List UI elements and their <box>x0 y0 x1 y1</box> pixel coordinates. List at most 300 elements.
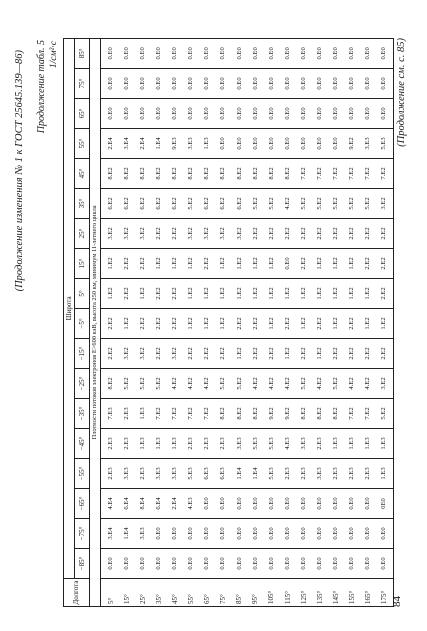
flux-value-cell: 0.E0 <box>167 69 183 99</box>
flux-value-cell: 4.E2 <box>344 369 360 399</box>
flux-value-cell: 6.E3 <box>216 459 232 489</box>
flux-value-cell: 0.E0 <box>377 99 394 129</box>
flux-value-cell: 5.E2 <box>328 189 344 219</box>
flux-value-cell: 1.E2 <box>296 309 312 339</box>
latitude-header-cell: −5° <box>75 309 90 339</box>
flux-value-cell: 2.E4 <box>167 489 183 519</box>
flux-value-cell: 2.E2 <box>312 309 328 339</box>
flux-value-cell: 1.E2 <box>200 309 216 339</box>
flux-value-cell: 0.E0 <box>248 99 264 129</box>
flux-value-cell: 3.E2 <box>135 339 151 369</box>
flux-value-cell: 0.E0 <box>151 519 167 549</box>
flux-value-cell: 1.E2 <box>264 309 280 339</box>
latitude-header-cell: −25° <box>75 369 90 399</box>
table-row <box>264 38 280 606</box>
flux-value-cell: 0.E0 <box>248 69 264 99</box>
flux-value-cell: 4.E4 <box>101 489 120 519</box>
flux-value-cell: 0.E0 <box>312 549 328 579</box>
flux-value-cell: 0.E0 <box>248 129 264 159</box>
flux-value-cell: 0.E0 <box>167 99 183 129</box>
flux-value-cell: 1.E3 <box>328 429 344 459</box>
flux-value-cell: 3.E3 <box>361 129 377 159</box>
latitude-header-cell: 65° <box>75 99 90 129</box>
flux-value-cell: 2.E2 <box>344 219 360 249</box>
flux-value-cell: 0.E0 <box>232 549 248 579</box>
flux-value-cell: 0.E0 <box>328 129 344 159</box>
flux-value-cell: 2.E2 <box>248 219 264 249</box>
flux-value-cell: 2.E2 <box>377 219 394 249</box>
flux-value-cell: 0.E0 <box>216 38 232 68</box>
flux-value-cell: 3.E2 <box>135 219 151 249</box>
flux-value-cell: 0.E0 <box>280 489 296 519</box>
flux-value-cell: 8.E2 <box>135 159 151 189</box>
flux-value-cell: 3.E3 <box>232 429 248 459</box>
flux-value-cell: 5.E2 <box>135 369 151 399</box>
flux-value-cell: 0.E0 <box>280 519 296 549</box>
flux-value-cell: 1.E2 <box>264 279 280 309</box>
flux-value-cell: 0.E0 <box>200 519 216 549</box>
flux-value-cell: 1.E4 <box>119 519 135 549</box>
flux-value-cell: 0.E0 <box>328 489 344 519</box>
flux-value-cell: 7.E2 <box>312 159 328 189</box>
flux-value-cell: 0.E0 <box>183 549 199 579</box>
longitude-cell: 175° <box>377 579 394 607</box>
flux-value-cell: 9.E2 <box>264 399 280 429</box>
flux-value-cell: 8.E2 <box>216 159 232 189</box>
flux-value-cell: 7.E2 <box>167 399 183 429</box>
longitude-cell: 55° <box>183 579 199 607</box>
flux-value-cell: 0.E0 <box>280 249 296 279</box>
flux-value-cell: 6.E2 <box>135 189 151 219</box>
flux-value-cell: 5.E2 <box>377 399 394 429</box>
flux-value-cell: 8.E2 <box>167 159 183 189</box>
flux-value-cell: 0.E0 <box>248 489 264 519</box>
flux-value-cell: 7.E2 <box>296 159 312 189</box>
flux-value-cell: 6.E3 <box>200 459 216 489</box>
flux-value-cell: 7.E2 <box>361 159 377 189</box>
flux-value-cell: 0.E0 <box>119 69 135 99</box>
flux-value-cell: 3.E2 <box>200 219 216 249</box>
latitude-header-cell: 85° <box>75 38 90 68</box>
flux-density-table <box>63 38 394 607</box>
flux-value-cell: 7.E2 <box>344 399 360 429</box>
longitude-cell: 105° <box>264 579 280 607</box>
flux-value-cell: 0.E0 <box>151 549 167 579</box>
flux-value-cell: 2.E2 <box>328 219 344 249</box>
flux-value-cell: 1.E3 <box>151 429 167 459</box>
flux-value-cell: 0.E0 <box>264 519 280 549</box>
longitude-cell: 135° <box>312 579 328 607</box>
flux-value-cell: 8.E2 <box>101 369 120 399</box>
flux-value-cell: 2.E4 <box>135 129 151 159</box>
flux-value-cell: 2.E2 <box>151 339 167 369</box>
flux-value-cell: 2.E2 <box>264 219 280 249</box>
table-row <box>328 38 344 606</box>
flux-value-cell: 1.E2 <box>312 279 328 309</box>
flux-value-cell: 5.E3 <box>183 459 199 489</box>
page-number: 84 <box>391 596 403 607</box>
flux-value-cell: 3.E2 <box>377 369 394 399</box>
flux-value-cell: 2.E2 <box>361 219 377 249</box>
flux-value-cell: 1.E2 <box>216 309 232 339</box>
flux-value-cell: 1.E2 <box>167 249 183 279</box>
flux-value-cell: 2.E2 <box>101 339 120 369</box>
flux-value-cell: 1.E2 <box>232 279 248 309</box>
table-row <box>232 38 248 606</box>
flux-value-cell: 0.E0 <box>200 549 216 579</box>
flux-value-cell: 1.E2 <box>183 309 199 339</box>
flux-value-cell: 3.E2 <box>183 219 199 249</box>
flux-value-cell: 0.E0 <box>312 99 328 129</box>
flux-value-cell: 0.E0 <box>312 489 328 519</box>
flux-value-cell: 0.E0 <box>232 99 248 129</box>
flux-value-cell: 2.E2 <box>377 249 394 279</box>
flux-value-cell: 3.E2 <box>119 339 135 369</box>
flux-value-cell: 2.E2 <box>328 339 344 369</box>
flux-value-cell: 0.E0 <box>216 549 232 579</box>
flux-value-cell: 0.E0 <box>135 549 151 579</box>
flux-value-cell: 1.E2 <box>232 339 248 369</box>
flux-value-cell: 4.E2 <box>200 369 216 399</box>
flux-value-cell: 9.E2 <box>344 129 360 159</box>
longitude-cell: 165° <box>361 579 377 607</box>
flux-value-cell: 0.E0 <box>101 69 120 99</box>
flux-value-cell: 1.E3 <box>377 429 394 459</box>
flux-value-cell: 2.E3 <box>119 399 135 429</box>
flux-value-cell: 2.E2 <box>344 339 360 369</box>
flux-value-cell: 0.E0 <box>312 519 328 549</box>
flux-value-cell: 0.E0 <box>361 519 377 549</box>
flux-value-cell: 3.E2 <box>119 219 135 249</box>
flux-value-cell: 5.E2 <box>183 189 199 219</box>
flux-value-cell: 0.E0 <box>200 38 216 68</box>
longitude-cell: 45° <box>167 579 183 607</box>
flux-value-cell: 0.E0 <box>344 99 360 129</box>
flux-value-cell: 2.E2 <box>183 339 199 369</box>
flux-value-cell: 1.E2 <box>328 279 344 309</box>
longitude-header: Долгота <box>64 579 90 607</box>
flux-value-cell: 6.E4 <box>119 489 135 519</box>
flux-value-cell: 0.E0 <box>296 519 312 549</box>
flux-value-cell: 0E0 <box>377 489 394 519</box>
flux-value-cell: 1.E2 <box>183 249 199 279</box>
flux-value-cell: 0.E0 <box>216 519 232 549</box>
table-row <box>119 38 135 606</box>
flux-value-cell: 3.E3 <box>312 459 328 489</box>
flux-value-cell: 9.E3 <box>167 129 183 159</box>
latitude-header-cell: 75° <box>75 69 90 99</box>
flux-value-cell: 2.E3 <box>101 429 120 459</box>
flux-value-cell: 1.E2 <box>344 249 360 279</box>
flux-value-cell: 5.E2 <box>296 369 312 399</box>
flux-value-cell: 2.E2 <box>151 309 167 339</box>
table-row <box>216 38 232 606</box>
flux-value-cell: 5.E2 <box>119 369 135 399</box>
flux-value-cell: 2.E3 <box>280 459 296 489</box>
flux-value-cell: 0.E0 <box>151 69 167 99</box>
flux-value-cell: 8.E2 <box>119 159 135 189</box>
latitude-header-cell: 45° <box>75 159 90 189</box>
flux-value-cell: 0.E0 <box>344 549 360 579</box>
table-row <box>200 38 216 606</box>
flux-value-cell: 0.E0 <box>232 38 248 68</box>
flux-value-cell: 5.E2 <box>328 369 344 399</box>
flux-value-cell: 5.E2 <box>232 369 248 399</box>
flux-value-cell: 3.E3 <box>119 459 135 489</box>
flux-value-cell: 1.E2 <box>361 309 377 339</box>
flux-value-cell: 0.E0 <box>232 69 248 99</box>
flux-value-cell: 3.E2 <box>101 219 120 249</box>
latitude-group-header: Широта <box>64 38 75 578</box>
flux-value-cell: 4.E2 <box>312 369 328 399</box>
flux-value-cell: 4.E2 <box>183 369 199 399</box>
flux-value-cell: 8.E2 <box>296 399 312 429</box>
latitude-header-cell: 15° <box>75 249 90 279</box>
flux-value-cell: 4.E2 <box>280 369 296 399</box>
longitude-cell: 25° <box>135 579 151 607</box>
table-row <box>151 38 167 606</box>
flux-value-cell: 0.E0 <box>296 69 312 99</box>
flux-value-cell: 2.E3 <box>119 429 135 459</box>
longitude-cell: 155° <box>344 579 360 607</box>
flux-value-cell: 0.E0 <box>361 489 377 519</box>
latitude-header-cell: −35° <box>75 399 90 429</box>
flux-value-cell: 1.E2 <box>328 309 344 339</box>
flux-value-cell: 2.E3 <box>344 459 360 489</box>
table-continuation-label: Продолжение табл. 5 <box>36 40 47 134</box>
flux-value-cell: 0.E0 <box>264 99 280 129</box>
flux-value-cell: 5.E2 <box>216 369 232 399</box>
flux-value-cell: 0.E0 <box>312 69 328 99</box>
flux-value-cell: 7.E2 <box>361 399 377 429</box>
table-row <box>167 38 183 606</box>
flux-value-cell: 1.E2 <box>183 279 199 309</box>
flux-value-cell: 0.E0 <box>216 129 232 159</box>
flux-value-cell: 2.E2 <box>361 249 377 279</box>
flux-value-cell: 8.E2 <box>101 159 120 189</box>
flux-value-cell: 1.E2 <box>377 309 394 339</box>
flux-value-cell: 2.E3 <box>216 429 232 459</box>
flux-value-cell: 0.E0 <box>183 519 199 549</box>
flux-value-cell: 0.E0 <box>328 99 344 129</box>
flux-value-cell: 0.E0 <box>361 69 377 99</box>
flux-value-cell: 5.E3 <box>264 429 280 459</box>
flux-value-cell: 7.E2 <box>151 399 167 429</box>
flux-value-cell: 0.E0 <box>296 549 312 579</box>
flux-value-cell: 0.E0 <box>264 549 280 579</box>
flux-value-cell: 1.E4 <box>232 459 248 489</box>
flux-value-cell: 3.E2 <box>167 339 183 369</box>
longitude-cell: 85° <box>232 579 248 607</box>
flux-value-cell: 0.E0 <box>264 69 280 99</box>
flux-value-cell: 1.E2 <box>119 309 135 339</box>
flux-value-cell: 0.E0 <box>361 549 377 579</box>
flux-value-cell: 0.E0 <box>296 489 312 519</box>
flux-value-cell: 2.E3 <box>135 459 151 489</box>
flux-value-cell: 0.E0 <box>264 38 280 68</box>
table-row <box>296 38 312 606</box>
flux-value-cell: 3.E2 <box>377 189 394 219</box>
flux-value-cell: 2.E2 <box>280 309 296 339</box>
flux-value-cell: 1.E2 <box>312 249 328 279</box>
flux-value-cell: 8.E2 <box>264 159 280 189</box>
flux-value-cell: 3.E3 <box>167 459 183 489</box>
flux-value-cell: 8.E2 <box>232 399 248 429</box>
flux-value-cell: 6.E2 <box>216 189 232 219</box>
flux-value-cell: 1.E2 <box>135 279 151 309</box>
flux-value-cell: 1.E3 <box>135 399 151 429</box>
flux-value-cell: 5.E2 <box>151 369 167 399</box>
table-row <box>344 38 360 606</box>
longitude-cell: 95° <box>248 579 264 607</box>
flux-value-cell: 1.E2 <box>200 279 216 309</box>
flux-value-cell: 0.E0 <box>248 38 264 68</box>
flux-value-cell: 4.E3 <box>183 489 199 519</box>
flux-value-cell: 7.E2 <box>200 399 216 429</box>
flux-value-cell: 2.E2 <box>232 309 248 339</box>
flux-value-cell: 0.E0 <box>183 99 199 129</box>
flux-value-cell: 2.E2 <box>377 339 394 369</box>
flux-value-cell: 1.E3 <box>377 459 394 489</box>
flux-value-cell: 2.E2 <box>101 309 120 339</box>
flux-value-cell: 0.E0 <box>135 69 151 99</box>
longitude-cell: 125° <box>296 579 312 607</box>
flux-value-cell: 0.E0 <box>280 38 296 68</box>
flux-value-cell: 2.E2 <box>344 309 360 339</box>
flux-value-cell: 1.E3 <box>200 129 216 159</box>
flux-value-cell: 3.E2 <box>216 219 232 249</box>
flux-value-cell: 2.E3 <box>101 459 120 489</box>
latitude-header-cell: −85° <box>75 549 90 579</box>
flux-value-cell: 2.E3 <box>328 459 344 489</box>
flux-value-cell: 0.E0 <box>119 38 135 68</box>
flux-value-cell: 1.E2 <box>151 249 167 279</box>
flux-value-cell: 3.E3 <box>296 429 312 459</box>
flux-value-cell: 8.E2 <box>151 159 167 189</box>
flux-value-cell: 4.E2 <box>361 369 377 399</box>
longitude-cell: 75° <box>216 579 232 607</box>
flux-value-cell: 1.E2 <box>361 279 377 309</box>
flux-value-cell: 0.E0 <box>361 99 377 129</box>
flux-value-cell: 0.E0 <box>377 69 394 99</box>
flux-value-cell: 0.E0 <box>296 129 312 159</box>
page-header: (Продолжение изменения № 1 к ГОСТ 25645.139—86) <box>14 50 25 292</box>
flux-value-cell: 0.E0 <box>216 69 232 99</box>
flux-value-cell: 0.E0 <box>344 69 360 99</box>
flux-value-cell: 3.E3 <box>151 459 167 489</box>
flux-value-cell: 3.E3 <box>135 519 151 549</box>
flux-value-cell: 6.E4 <box>151 489 167 519</box>
flux-value-cell: 2.E2 <box>216 339 232 369</box>
flux-value-cell: 0.E0 <box>216 99 232 129</box>
table-row <box>312 38 328 606</box>
flux-value-cell: 0.E0 <box>344 489 360 519</box>
flux-value-cell: 3.E4 <box>101 519 120 549</box>
flux-value-cell: 0.E0 <box>248 549 264 579</box>
flux-value-cell: 0.E0 <box>264 489 280 519</box>
flux-value-cell: 8.E2 <box>312 399 328 429</box>
flux-value-cell: 0.E0 <box>280 549 296 579</box>
flux-value-cell: 0.E0 <box>167 519 183 549</box>
flux-value-cell: 5.E3 <box>264 459 280 489</box>
flux-value-cell: 1.E2 <box>280 279 296 309</box>
flux-value-cell: 8.E2 <box>280 159 296 189</box>
flux-value-cell: 0.E0 <box>101 99 120 129</box>
flux-value-cell: 8.E2 <box>232 159 248 189</box>
flux-value-cell: 7.E2 <box>344 159 360 189</box>
flux-value-cell: 8.E2 <box>216 399 232 429</box>
latitude-header-cell: −65° <box>75 489 90 519</box>
flux-value-cell: 0.E0 <box>119 549 135 579</box>
flux-value-cell: 1.E2 <box>296 279 312 309</box>
flux-value-cell: 2.E2 <box>248 339 264 369</box>
table-row <box>377 38 394 606</box>
flux-value-cell: 9.E2 <box>280 399 296 429</box>
flux-value-cell: 2.E2 <box>167 309 183 339</box>
flux-value-cell: 1.E3 <box>135 429 151 459</box>
flux-value-cell: 2.E3 <box>361 459 377 489</box>
longitude-cell: 115° <box>280 579 296 607</box>
flux-value-cell: 4.E3 <box>280 429 296 459</box>
flux-value-cell: 0.E0 <box>312 38 328 68</box>
flux-value-cell: 2.E2 <box>119 279 135 309</box>
latitude-header-cell: 25° <box>75 219 90 249</box>
flux-value-cell: 4.E2 <box>248 369 264 399</box>
flux-value-cell: 2.E2 <box>264 339 280 369</box>
flux-value-cell: 5.E3 <box>248 429 264 459</box>
longitude-cell: 15° <box>119 579 135 607</box>
flux-value-cell: 2.E2 <box>119 249 135 279</box>
flux-value-cell: 8.E4 <box>135 489 151 519</box>
flux-value-cell: 1.E2 <box>232 249 248 279</box>
flux-value-cell: 5.E3 <box>377 129 394 159</box>
flux-value-cell: 0.E0 <box>280 129 296 159</box>
flux-value-cell: 0.E0 <box>232 489 248 519</box>
flux-value-cell: 8.E2 <box>200 159 216 189</box>
flux-value-cell: 0.E0 <box>151 38 167 68</box>
flux-value-cell: 0.E0 <box>344 38 360 68</box>
flux-value-cell: 0.E0 <box>344 519 360 549</box>
flux-value-cell: 5.E2 <box>361 189 377 219</box>
table-row <box>361 38 377 606</box>
table-row <box>101 38 120 606</box>
flux-value-cell: 6.E2 <box>167 189 183 219</box>
flux-value-cell: 0.E0 <box>101 38 120 68</box>
flux-value-cell: 0.E0 <box>101 549 120 579</box>
flux-value-cell: 7.E2 <box>328 159 344 189</box>
flux-value-cell: 1.E4 <box>248 459 264 489</box>
flux-value-cell: 1.E2 <box>101 249 120 279</box>
flux-value-cell: 2.E2 <box>167 219 183 249</box>
flux-value-cell: 2.E2 <box>135 309 151 339</box>
flux-value-cell: 1.E3 <box>344 429 360 459</box>
longitude-cell: 145° <box>328 579 344 607</box>
flux-value-cell: 0.E0 <box>377 549 394 579</box>
flux-value-cell: 0.E0 <box>377 38 394 68</box>
flux-value-cell: 1.E3 <box>361 429 377 459</box>
latitude-header-cell: 35° <box>75 189 90 219</box>
flux-value-cell: 1.E2 <box>248 279 264 309</box>
flux-value-cell: 2.E2 <box>377 279 394 309</box>
flux-value-cell: 1.E2 <box>101 279 120 309</box>
flux-value-cell: 8.E2 <box>248 159 264 189</box>
flux-value-cell: 2.E2 <box>151 219 167 249</box>
latitude-header-cell: −75° <box>75 519 90 549</box>
flux-value-cell: 1.E2 <box>216 279 232 309</box>
flux-value-cell: 2.E2 <box>200 249 216 279</box>
flux-value-cell: 0.E0 <box>135 38 151 68</box>
flux-value-cell: 8.E2 <box>248 399 264 429</box>
